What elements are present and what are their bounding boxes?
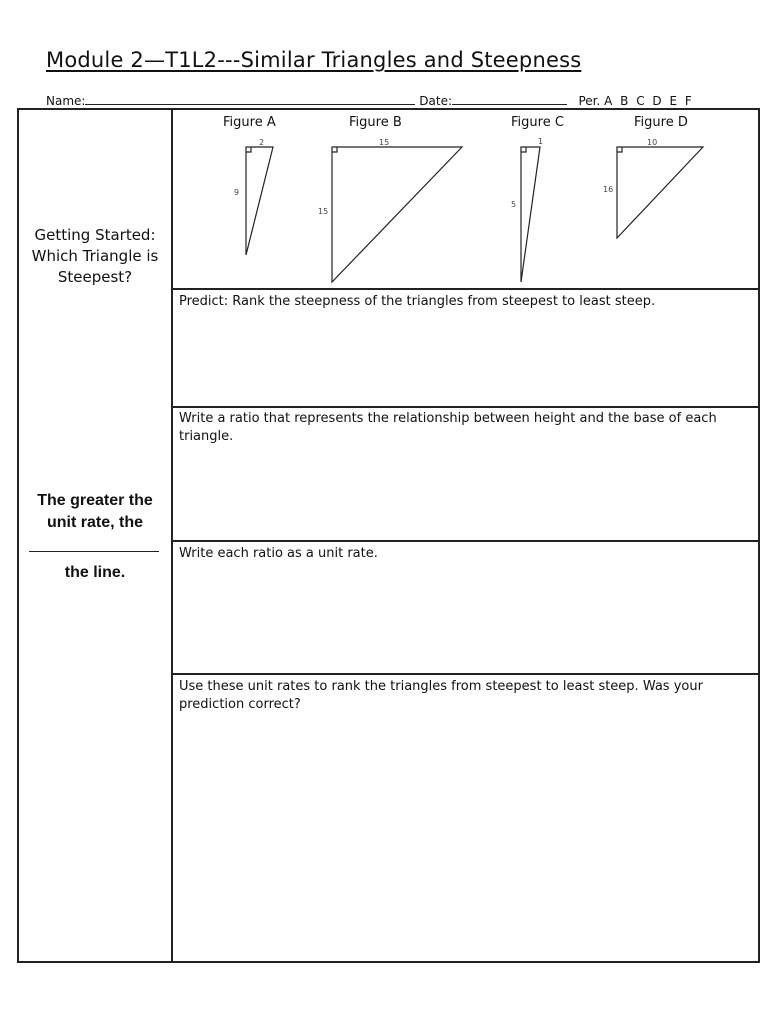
unit-rate-rule-blank[interactable] (29, 551, 159, 552)
row-divider (173, 406, 760, 408)
figure-c-label: Figure C (511, 115, 564, 130)
triangles-figure (19, 110, 760, 290)
period-options: A B C D E F (604, 94, 694, 108)
triangle-b (332, 147, 462, 282)
figure-a-height: 9 (234, 188, 240, 197)
figure-c-height: 5 (511, 200, 517, 209)
unit-rate-rule-line2: the line. (64, 564, 126, 581)
figure-d-base: 10 (647, 138, 658, 147)
unit-rate-prompt: Write each ratio as a unit rate. (179, 546, 378, 561)
figure-b-label: Figure B (349, 115, 402, 130)
unit-rate-answer-area[interactable] (173, 566, 760, 671)
figure-c-base: 1 (538, 137, 544, 146)
ratio-prompt: Write a ratio that represents the relationship between height and the base of each triangle. (179, 411, 717, 444)
page-title: Module 2—T1L2---Similar Triangles and Steepness (46, 48, 582, 72)
unit-rate-rule-line1: The greater the unit rate, the (37, 492, 153, 531)
getting-started-label: Getting Started: Which Triangle is Steepest? (31, 226, 159, 286)
triangle-a (246, 147, 273, 255)
figure-a-base: 2 (259, 138, 265, 147)
triangle-c (521, 147, 540, 282)
figure-d-label: Figure D (634, 115, 688, 130)
date-label: Date: (419, 94, 453, 108)
date-blank[interactable] (452, 93, 567, 105)
name-label: Name: (46, 94, 86, 108)
row-divider (173, 673, 760, 675)
figure-b-height: 15 (318, 207, 329, 216)
predict-answer-area[interactable] (173, 314, 760, 404)
period-label: Per. (578, 94, 601, 108)
figure-a-label: Figure A (223, 115, 276, 130)
rank-prompt: Use these unit rates to rank the triangles from steepest to least steep. Was your prediction correct? (179, 679, 703, 712)
row-divider (173, 540, 760, 542)
student-info-line (46, 93, 736, 108)
triangle-d (617, 147, 703, 238)
name-blank[interactable] (85, 93, 415, 105)
rank-answer-area[interactable] (173, 720, 760, 960)
ratio-answer-area[interactable] (173, 450, 760, 538)
figure-d-height: 16 (603, 185, 614, 194)
figure-b-base: 15 (379, 138, 390, 147)
predict-prompt: Predict: Rank the steepness of the triangles from steepest to least steep. (179, 294, 656, 309)
worksheet-table (17, 108, 760, 963)
